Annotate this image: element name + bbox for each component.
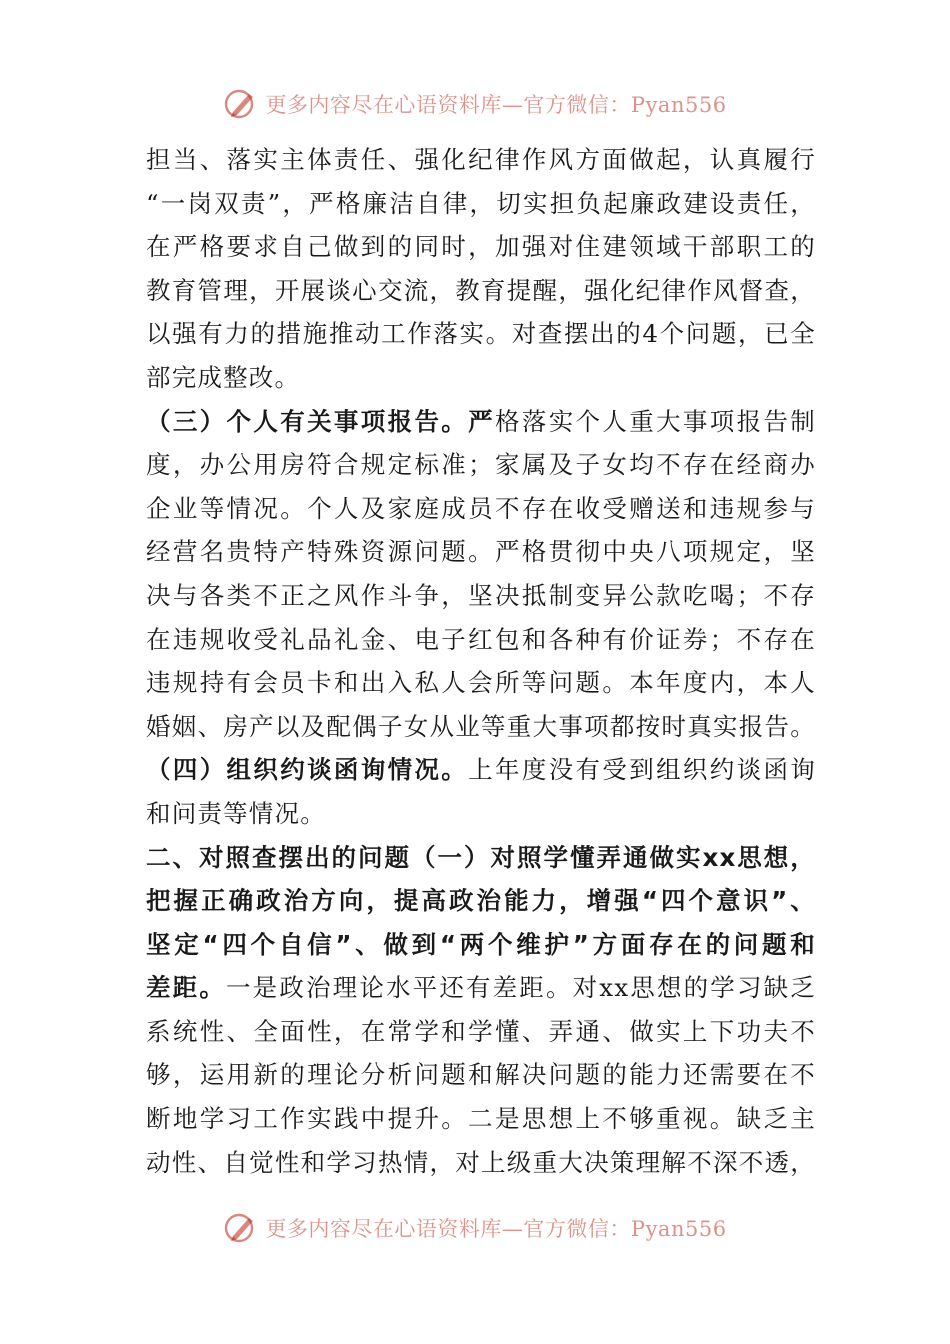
text-line: [146, 400, 816, 444]
text-line: [146, 1141, 816, 1185]
text-line: [146, 792, 816, 836]
body-text: 够，运用新的理论分析问题和解决问题的能力还需要在不: [146, 1060, 816, 1090]
body-text: 断地学习工作实践中提升。二是思想上不够重视。缺乏主: [146, 1104, 816, 1134]
text-line: [146, 530, 816, 574]
body-text: 婚姻、房产以及配偶子女从业等重大事项都按时真实报告。: [146, 711, 816, 741]
document-body: [146, 138, 816, 1184]
text-line: [146, 182, 816, 226]
bold-heading-text: （四）组织约谈函询情况。: [146, 755, 469, 785]
body-text: 决与各类不正之风作斗争，坚决抵制变异公款吃喝；不存: [146, 580, 816, 610]
body-text: 担当、落实主体责任、强化纪律作风方面做起，认真履行: [146, 145, 816, 174]
bold-heading-text: 二、对照查摆出的问题（一）对照学懂弄通做实xx思想，: [146, 842, 816, 872]
body-text: 企业等情况。个人及家庭成员不存在收受赠送和违规参与: [146, 493, 816, 523]
text-line: [146, 487, 816, 531]
body-text: 经营名贵特产特殊资源问题。严格贯彻中央八项规定，坚: [146, 537, 816, 567]
bold-heading-text: （三）个人有关事项报告。严: [146, 406, 495, 436]
text-line: [146, 748, 816, 792]
text-line: [146, 574, 816, 618]
text-line: [146, 836, 816, 880]
body-text: 违规持有会员卡和出入私人会所等问题。本年度内，本人: [146, 668, 816, 698]
body-text: 和问责等情况。: [146, 798, 326, 828]
watermark-text: 更多内容尽在心语资料库—官方微信：Pyan556: [265, 1217, 727, 1241]
body-text: “一岗双责”，严格廉洁自律，切实担负起廉政建设责任，: [146, 188, 816, 218]
body-text: 教育管理，开展谈心交流，教育提醒，强化纪律作风督查，: [146, 275, 816, 305]
bold-heading-text: 坚定“四个自信”、做到“两个维护”方面存在的问题和: [146, 929, 816, 959]
text-line: [146, 312, 816, 356]
text-line: [146, 1097, 816, 1141]
text-line: [146, 1010, 816, 1054]
body-text: 上年度没有受到组织约谈函询: [468, 755, 816, 785]
text-line: [146, 879, 816, 923]
watermark-footer: [0, 1208, 950, 1248]
bold-heading-text: 差距。: [146, 973, 226, 1003]
text-line: [146, 356, 816, 400]
body-text: 度，办公用房符合规定标准；家属及子女均不存在经商办: [146, 450, 816, 480]
text-line: [146, 138, 816, 182]
body-text: 动性、自觉性和学习热情，对上级重大决策理解不深不透，: [146, 1147, 816, 1177]
text-line: [146, 705, 816, 749]
text-line: [146, 618, 816, 662]
pen-logo-icon: [223, 1210, 259, 1246]
text-line: [146, 923, 816, 967]
text-line: [146, 443, 816, 487]
text-line: [146, 1053, 816, 1097]
text-line: [146, 966, 816, 1010]
body-text: 以强有力的措施推动工作落实。对查摆出的4个问题，已全: [146, 319, 816, 349]
bold-heading-text: 把握正确政治方向，提高政治能力，增强“四个意识”、: [146, 886, 816, 916]
watermark-header: [0, 84, 950, 124]
body-text: 系统性、全面性，在常学和学懂、弄通、做实上下功夫不: [146, 1016, 816, 1046]
watermark-text: 更多内容尽在心语资料库—官方微信：Pyan556: [265, 93, 727, 117]
text-line: [146, 661, 816, 705]
body-text: 在严格要求自己做到的同时，加强对住建领域干部职工的: [146, 232, 816, 262]
body-text: 在违规收受礼品礼金、电子红包和各种有价证券；不存在: [146, 624, 816, 654]
body-text: 部完成整改。: [146, 362, 301, 392]
pen-logo-icon: [223, 86, 259, 122]
body-text: 格落实个人重大事项报告制: [495, 406, 816, 436]
body-text: 一是政治理论水平还有差距。对xx思想的学习缺乏: [226, 973, 816, 1003]
text-line: [146, 269, 816, 313]
text-line: [146, 225, 816, 269]
